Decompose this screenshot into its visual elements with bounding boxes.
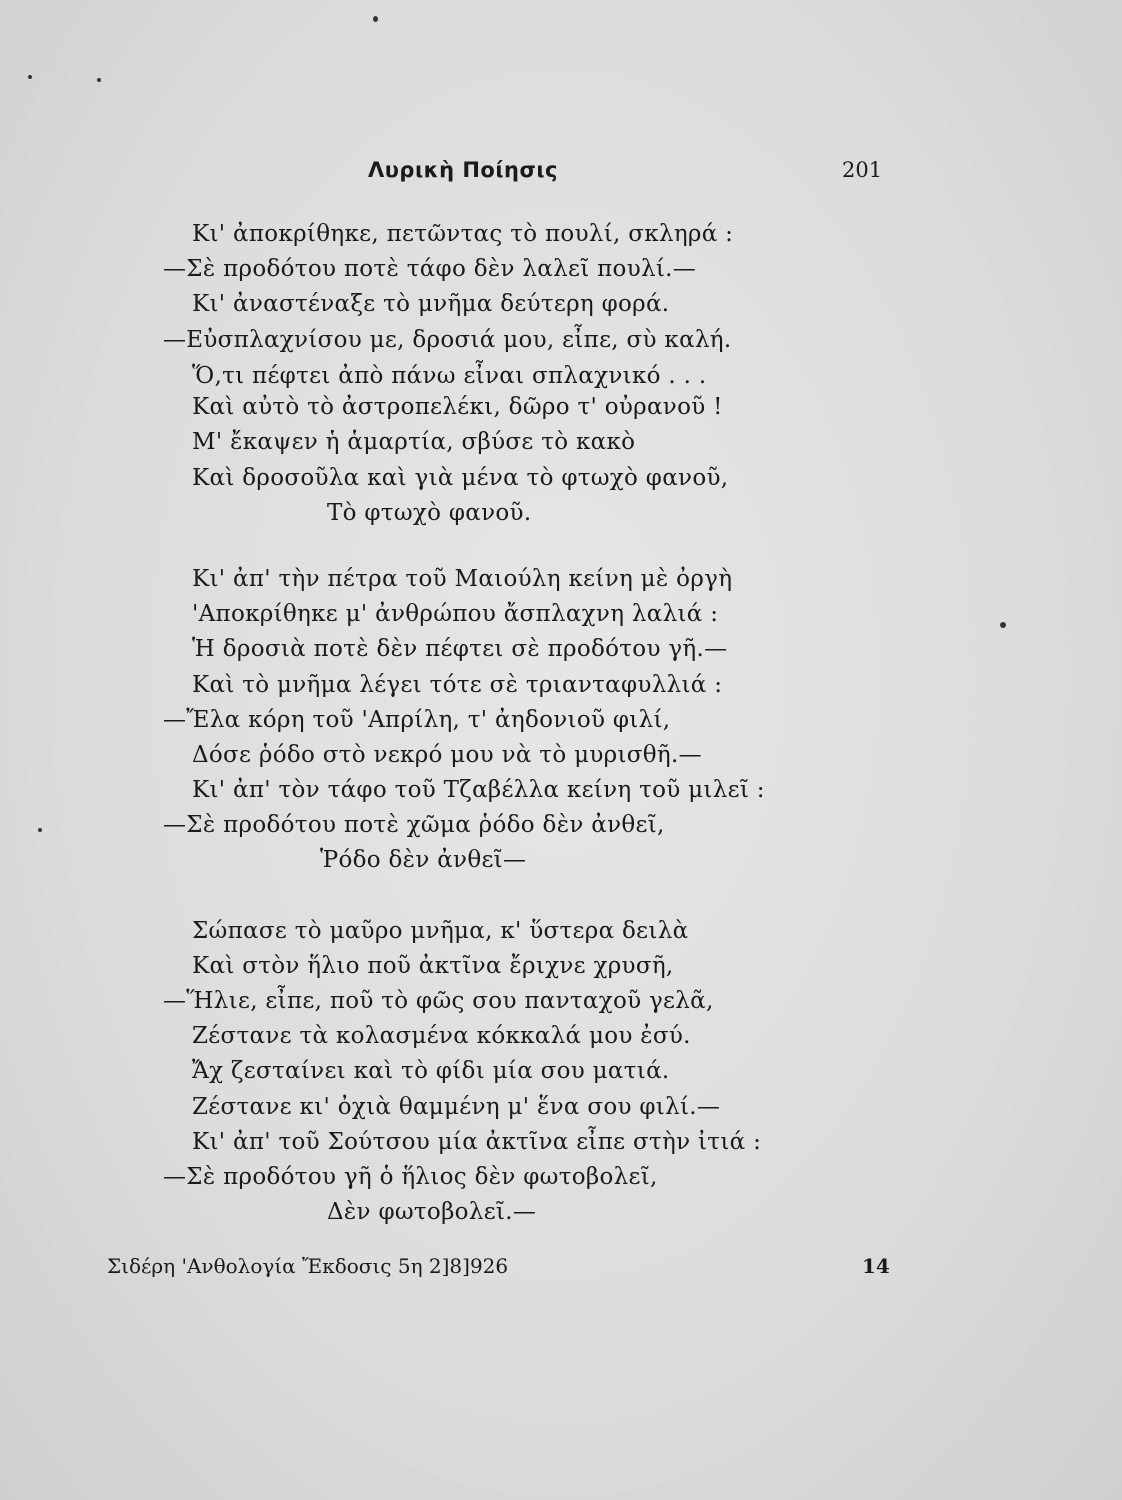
verse-line: Καὶ δροσοῦλα καὶ γιὰ μένα τὸ φτωχὸ φανοῦ, xyxy=(192,465,729,491)
verse-line: Ἄχ ζεσταίνει καὶ τὸ φίδι μία σου ματιά. xyxy=(192,1058,670,1084)
verse-line: Κι' ἀπ' τὸν τάφο τοῦ Τζαβέλλα κείνη τοῦ μιλεῖ : xyxy=(192,777,765,803)
verse-line: 'Αποκρίθηκε μ' ἀνθρώπου ἄσπλαχνη λαλιά : xyxy=(192,601,719,627)
ink-speck xyxy=(97,78,101,82)
verse-line: —Σὲ προδότου ποτὲ τάφο δὲν λαλεῖ πουλί.— xyxy=(163,256,697,282)
ink-speck xyxy=(1000,622,1006,628)
verse-refrain: Δὲν φωτοβολεῖ.— xyxy=(327,1199,537,1225)
verse-line: Δόσε ῥόδο στὸ νεκρό μου νὰ τὸ μυρισθῆ.— xyxy=(192,742,702,768)
verse-line: Σώπασε τὸ μαῦρο μνῆμα, κ' ὕστερα δειλὰ xyxy=(192,918,689,944)
running-head xyxy=(0,158,1122,188)
verse-line: Καὶ αὐτὸ τὸ ἀστροπελέκι, δῶρο τ' οὐρανοῦ ! xyxy=(192,394,723,420)
verse-refrain: Ῥόδο δὲν ἀνθεῖ— xyxy=(320,847,527,873)
verse-line: —Σὲ προδότου ποτὲ χῶμα ῥόδο δὲν ἀνθεῖ, xyxy=(163,812,665,838)
footer xyxy=(0,1254,1122,1284)
verse-line: Ἡ δροσιὰ ποτὲ δὲν πέφτει σὲ προδότου γῆ.— xyxy=(192,636,728,662)
page-number: 201 xyxy=(842,158,883,182)
verse-line: Κι' ἀπ' τοῦ Σούτσου μία ἀκτῖνα εἶπε στὴν ἰτιά : xyxy=(192,1129,762,1155)
signature-mark: 14 xyxy=(862,1254,890,1278)
verse-line: —Εὐσπλαχνίσου με, δροσιά μου, εἶπε, σὺ καλή. xyxy=(163,327,732,353)
verse-line: —Σὲ προδότου γῆ ὁ ἥλιος δὲν φωτοβολεῖ, xyxy=(163,1164,658,1190)
verse-line: Καὶ τὸ μνῆμα λέγει τότε σὲ τριανταφυλλιά : xyxy=(192,672,723,698)
ink-speck xyxy=(373,16,378,22)
verse-line: Ζέστανε τὰ κολασμένα κόκκαλά μου ἐσύ. xyxy=(192,1023,691,1049)
verse-line: Μ' ἔκαψεν ἡ ἁμαρτία, σβύσε τὸ κακὸ xyxy=(192,429,636,455)
ink-speck xyxy=(38,828,42,832)
verse-line: —Ἔλα κόρη τοῦ 'Απρίλη, τ' ἀηδονιοῦ φιλί, xyxy=(163,707,671,733)
verse-line: Ὅ,τι πέφτει ἀπὸ πάνω εἶναι σπλαχνικό . . . xyxy=(192,363,707,389)
verse-line: Κι' ἀποκρίθηκε, πετῶντας τὸ πουλί, σκληρά : xyxy=(192,221,734,247)
running-title: Λυρικὴ Ποίησις xyxy=(368,158,558,182)
verse-line: Καὶ στὸν ἥλιο ποῦ ἀκτῖνα ἔριχνε χρυσῆ, xyxy=(192,953,674,979)
verse-line: Κι' ἀναστέναξε τὸ μνῆμα δεύτερη φορά. xyxy=(192,291,670,317)
verse-refrain: Τὸ φτωχὸ φανοῦ. xyxy=(327,500,532,526)
footer-imprint: Σιδέρη 'Ανθολογία Ἔκδοσις 5η 2]8]926 xyxy=(107,1254,509,1278)
verse-line: Κι' ἀπ' τὴν πέτρα τοῦ Μαιούλη κείνη μὲ ὀργὴ xyxy=(192,566,733,592)
verse-line: Ζέστανε κι' ὀχιὰ θαμμένη μ' ἕνα σου φιλί.— xyxy=(192,1094,721,1120)
verse-line: —Ἥλιε, εἶπε, ποῦ τὸ φῶς σου πανταχοῦ γελᾶ, xyxy=(163,988,714,1014)
ink-speck xyxy=(28,75,32,79)
